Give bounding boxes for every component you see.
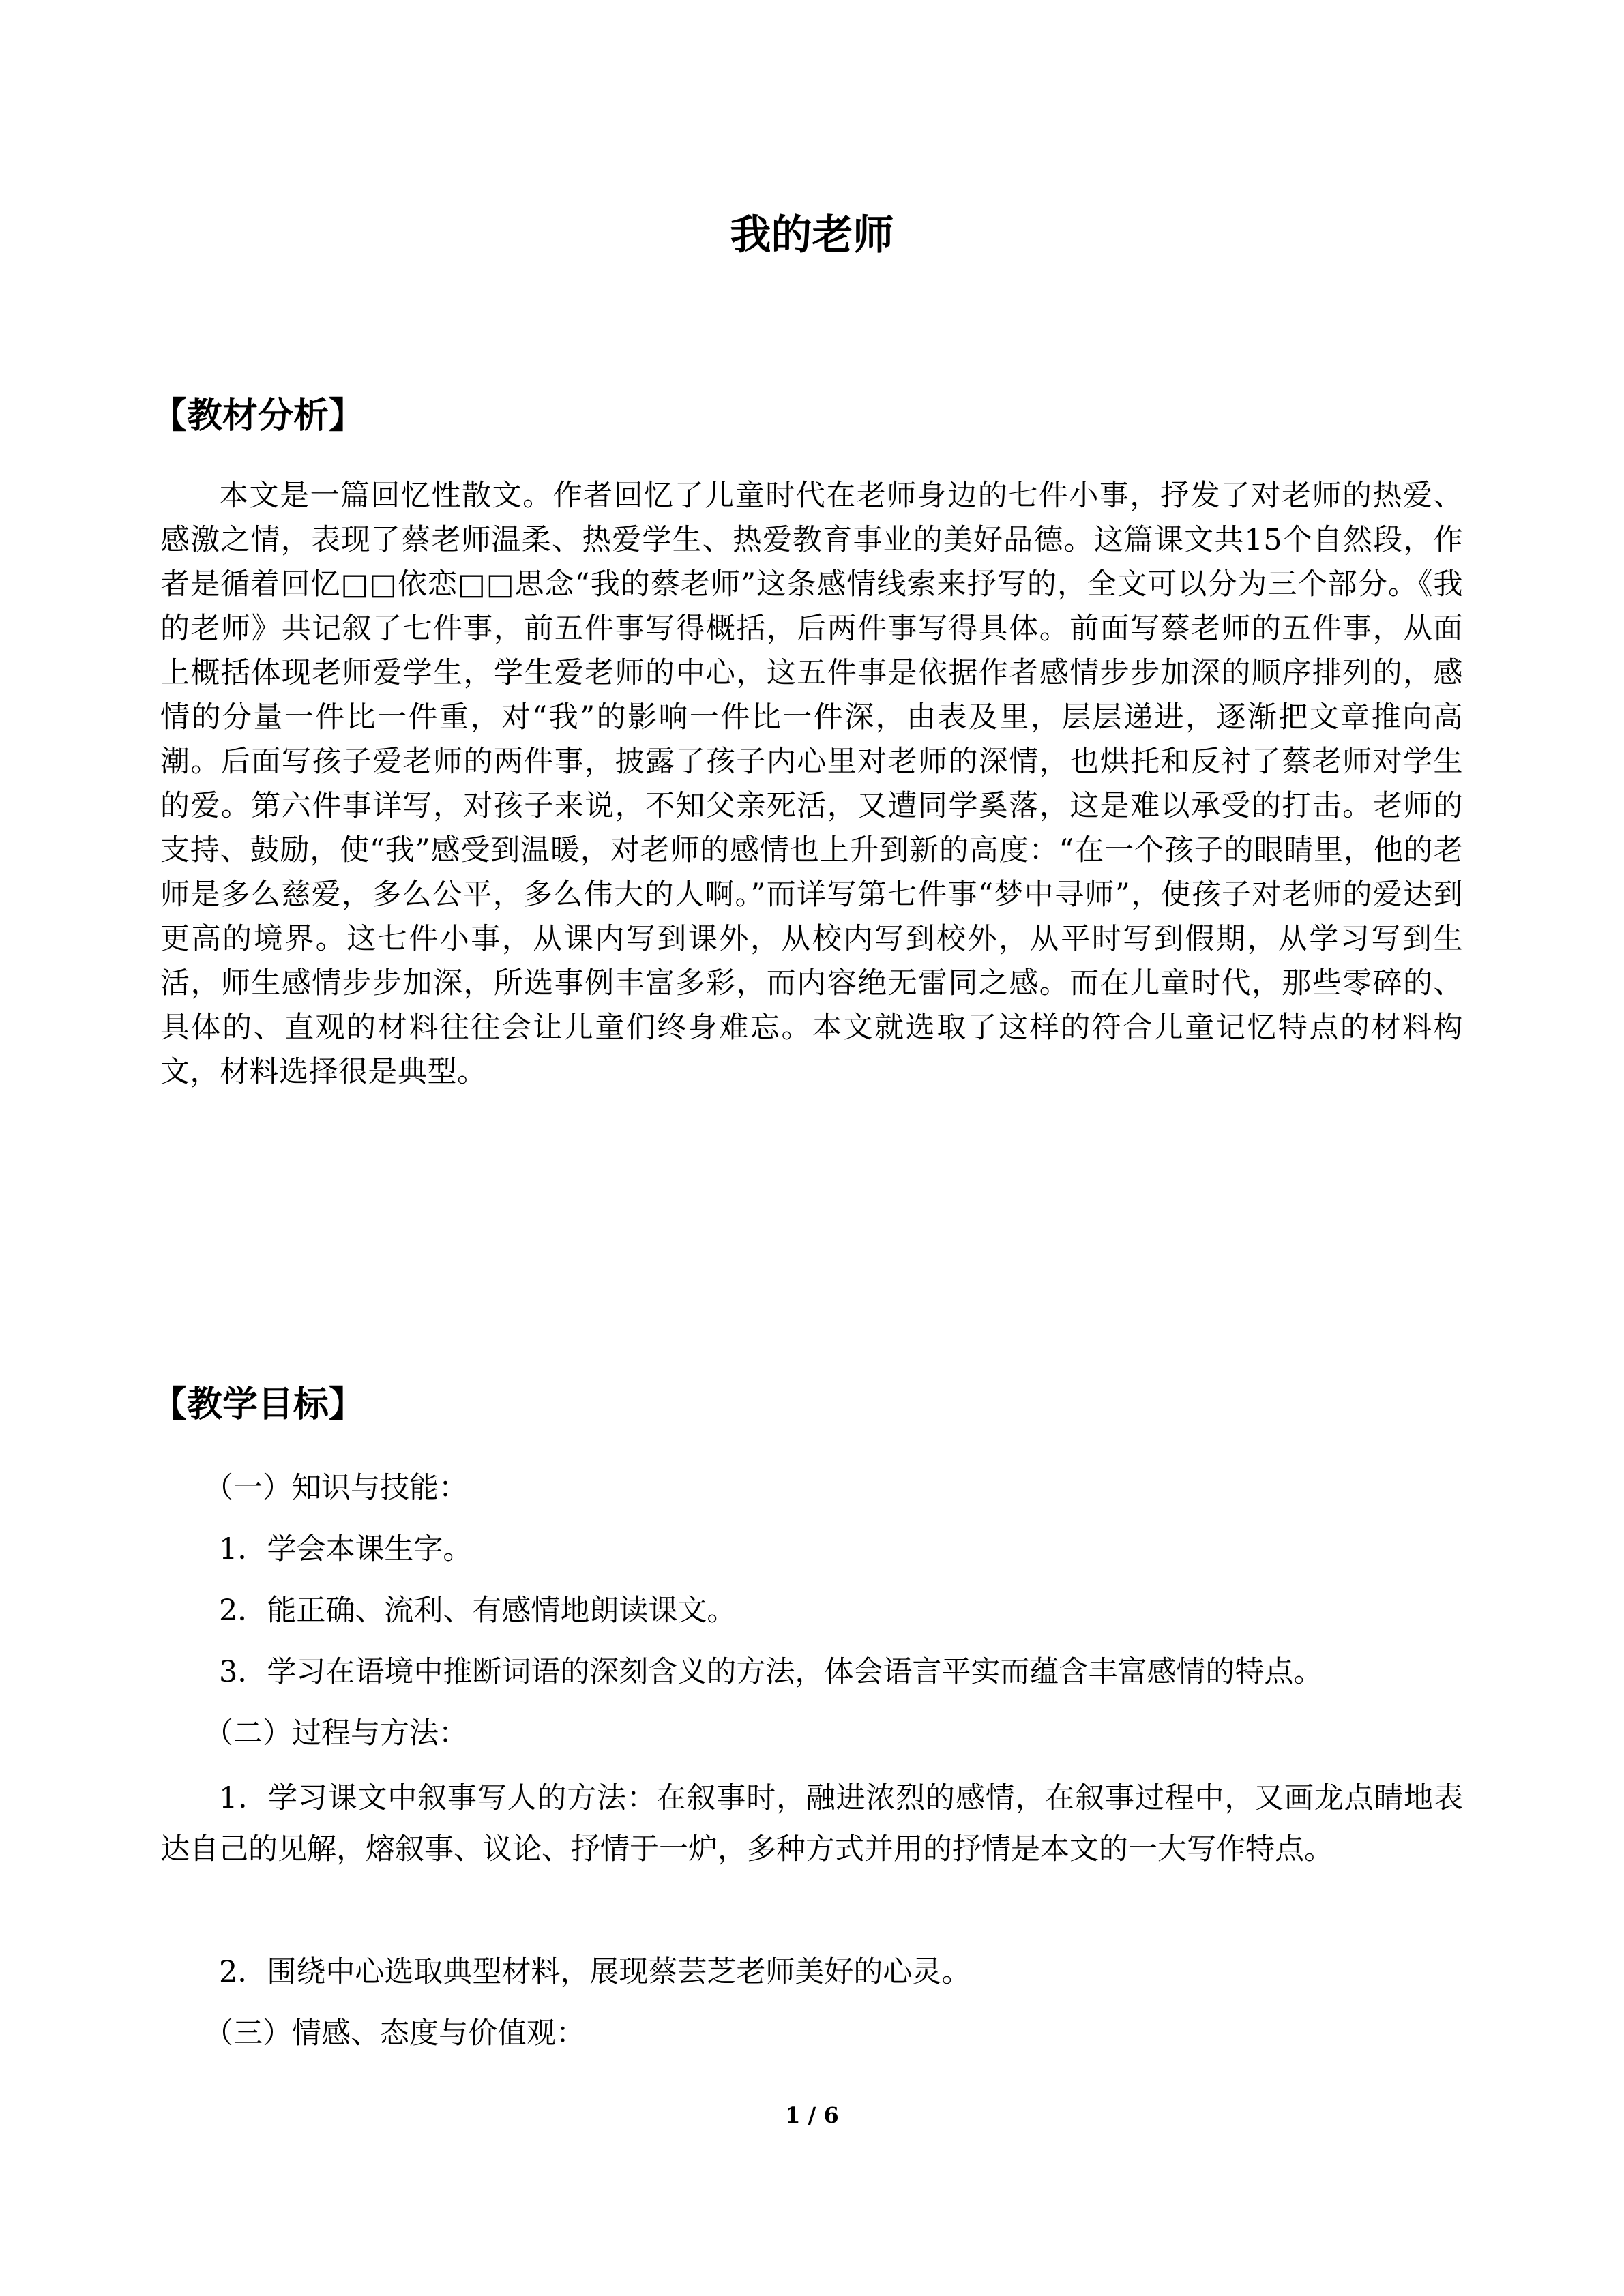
objectives-part1-label: （一）知识与技能： [204, 1471, 468, 1505]
objectives-part2-label: （二）过程与方法： [204, 1716, 468, 1750]
section-heading-objectives: 【教学目标】 [151, 1384, 365, 1425]
analysis-paragraph: 本文是一篇回忆性散文。作者回忆了儿童时代在老师身边的七件小事，抒发了对老师的热爱、感激之情，表现了蔡老师温柔、热爱学生、热爱教育事业的美好品德。这篇课文共15个自然段，作者是循着回忆□□依恋□□思念“我的蔡老师”这条感情线索来抒写的，全文可以分为三个部分。《我的老师》共记叙了七件事，前五件事写得概括，后两件事写得具体。前面写蔡老师的五件事，从面上概括体现老师爱学生，学生爱老师的中心，这五件事是依据作者感情步步加深的顺序排列的，感情的分量一件比一件重，对“我”的影响一件比一件深，由表及里，层层递进，逐渐把文章推向高潮。后面写孩子爱老师的两件事，披露了孩子内心里对老师的深情，也烘托和反衬了蔡老师对学生的爱。第六件事详写，对孩子来说，不知父亲死活，又遭同学奚落，这是难以承受的打击。老师的支持、鼓励，使“我”感受到温暖，对老师的感情也上升到新的高度：“在一个孩子的眼睛里，他的老师是多么慈爱，多么公平，多么伟大的人啊。”而详写第七件事“梦中寻师”，使孩子对老师的爱达到更高的境界。这七件小事，从课内写到课外，从校内写到校外，从平时写到假期，从学习写到生活，师生感情步步加深，所选事例丰富多彩，而内容绝无雷同之感。而在儿童时代，那些零碎的、具体的、直观的材料往往会让儿童们终身难忘。本文就选取了这样的符合儿童记忆特点的材料构文，材料选择很是典型。 [160, 479, 1463, 1089]
objectives-part2-item-2: 2．围绕中心选取典型材料，展现蔡芸芝老师美好的心灵。 [219, 1955, 971, 1989]
objectives-part3-label: （三）情感、态度与价值观： [204, 2016, 585, 2051]
page-number: 1 / 6 [785, 2102, 839, 2128]
objectives-part1-item-2: 2．能正确、流利、有感情地朗读课文。 [219, 1594, 737, 1628]
objectives-part2-item-1: 1．学习课文中叙事写人的方法：在叙事时，融进浓烈的感情，在叙事过程中，又画龙点睛地表达自己的见解，熔叙事、议论、抒情于一炉，多种方式并用的抒情是本文的一大写作特点。 [160, 1781, 1463, 1866]
section-heading-analysis: 【教材分析】 [151, 395, 365, 436]
objectives-part1-item-3: 3．学习在语境中推断词语的深刻含义的方法，体会语言平实而蕴含丰富感情的特点。 [219, 1655, 1323, 1689]
document-title: 我的老师 [730, 211, 894, 259]
objectives-part1-item-1: 1．学会本课生字。 [219, 1532, 473, 1566]
